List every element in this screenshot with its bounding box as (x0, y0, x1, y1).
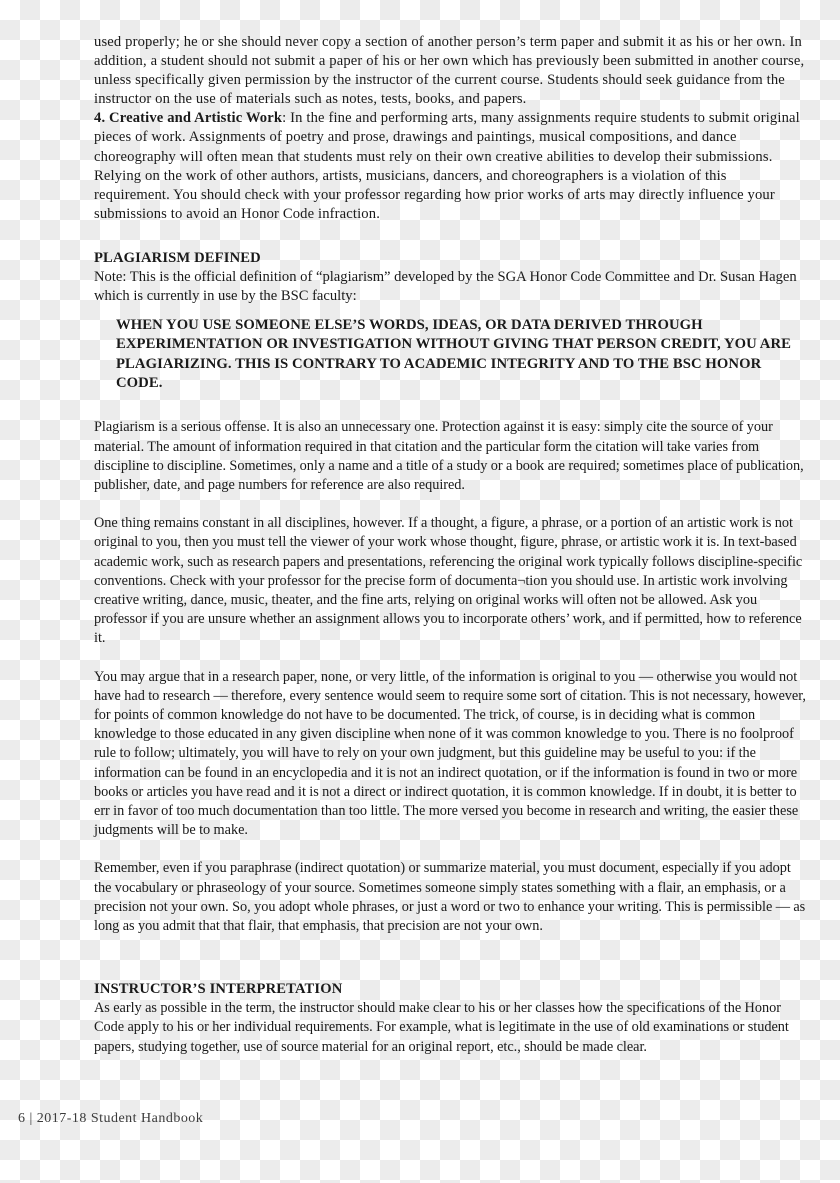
document-text-column (94, 33, 806, 1057)
body-paragraph-4: Remember, even if you paraphrase (indirect quotation) or summarize material, you must document, especially if you adopt the vocabulary or phraseology of your source. Sometimes someone simply states something with a flair, an emphasis, or a precision not your own. So, you adopt whole phrases, or just a word or two to enhance your writing. This is permissible — as long as you admit that that flair, that emphasis, that precision are not your own. (94, 860, 806, 934)
spacer (94, 224, 806, 249)
spacer (94, 961, 806, 980)
section-academic-work-continued (94, 33, 806, 224)
continuation-paragraph: used properly; he or she should never copy a section of another person’s term paper and submit it as his or her own. In addition, a student should not submit a paper of his or her own which has previously been submitted in another course, unless specifically given permission by the instructor of the current course. Students should seek guidance from the instructor on the use of materials such as notes, tests, books, and papers. (94, 34, 805, 108)
plagiarism-note: Note: This is the official definition of “plagiarism” developed by the SGA Honor Code Committee and Dr. Susan Hagen which is currently in use by the BSC faculty: (94, 268, 797, 305)
plagiarism-definition-blockquote: WHEN YOU USE SOMEONE ELSE’S WORDS, IDEAS, OR DATA DERIVED THROUGH EXPERIMENTATION OR INVESTIGATION WITHOUT GIVING THAT PERSON CREDIT, YOU ARE PLAGIARIZING. THIS IS CONTRARY TO ACADEMIC INTEGRITY AND TO THE BSC HONOR CODE. (116, 317, 791, 392)
spacer (94, 393, 806, 418)
spacer (94, 306, 806, 316)
body-paragraph-3: You may argue that in a research paper, none, or very little, of the information is original to you — otherwise you would not have had to research — therefore, every sentence would seem to require some sort of citation. This is not necessary, however, for points of common knowledge do not have to be documented. The trick, of course, is in deciding what is common knowledge to those educated in any given discipline when none of it was common knowledge to you. There is no foolproof rule to follow; ultimately, you will have to rely on your own judgment, but this guideline may be useful to you: if the information can be found in an encyclopedia and it is not an indirect quotation, or if the information is found in two or more books or articles you have read and it is not a direct or indirect quotation, it is common knowledge. If in doubt, it is better to err in favor of too much documentation than too little. The more versed you become in research and writing, the easier these judgments will be to make. (94, 668, 806, 839)
spacer (94, 495, 806, 514)
body-paragraph-1: Plagiarism is a serious offense. It is also an unnecessary one. Protection against it is easy: simply cite the source of your material. The amount of information required in that citation and the particular form the citation will take varies from discipline to discipline. Sometimes, only a name and a title of a study or a book are required; sometimes place of publication, publisher, date, and page numbers for reference are also required. (94, 419, 804, 493)
spacer (94, 649, 806, 668)
spacer (94, 840, 806, 859)
page-footer: 6 | 2017-18 Student Handbook (18, 1111, 204, 1126)
item-4-text: : In the fine and performing arts, many assignments require students to submit original pieces of work. Assignments of poetry and prose, drawings and paintings, musical compositions, and dance choreography will often mean that students must rely on their own creative abilities to develop their submissions. Relying on the work of other authors, artists, musicians, dancers, and choreographers is a violation of this requirement. You should check with your professor regarding how prior works of arts may directly influence your submissions to avoid an Honor Code infraction. (94, 110, 800, 222)
heading-instructors-interpretation: INSTRUCTOR’S INTERPRETATION (94, 981, 343, 998)
item-4-label: 4. Creative and Artistic Work (94, 110, 283, 127)
item-4-creative-and-artistic-work (94, 109, 806, 224)
heading-plagiarism-defined: PLAGIARISM DEFINED (94, 249, 261, 266)
spacer (94, 936, 806, 961)
instructors-interpretation-paragraph: As early as possible in the term, the instructor should make clear to his or her classes how the specifications of the Honor Code apply to his or her individual requirements. For example, what is legitimate in the use of old examinations or student papers, studying together, use of source material for an original report, etc., should be made clear. (94, 1000, 789, 1055)
body-paragraph-2: One thing remains constant in all disciplines, however. If a thought, a figure, a phrase, or a portion of an artistic work is not original to you, then you must tell the viewer of your work whose thought, figure, phrase, or artistic work it is. In text-based academic work, such as research papers and presentations, referencing the original work typically follows discipline-specific conventions. Check with your professor for the precise form of documenta¬tion you should use. In artistic work involving creative writing, dance, music, theater, and the fine arts, relying on original works will often not be allowed. Ask you professor if you are unsure whether an assignment allows you to incorporate others’ work, and if permitted, how to reference it. (94, 515, 803, 647)
